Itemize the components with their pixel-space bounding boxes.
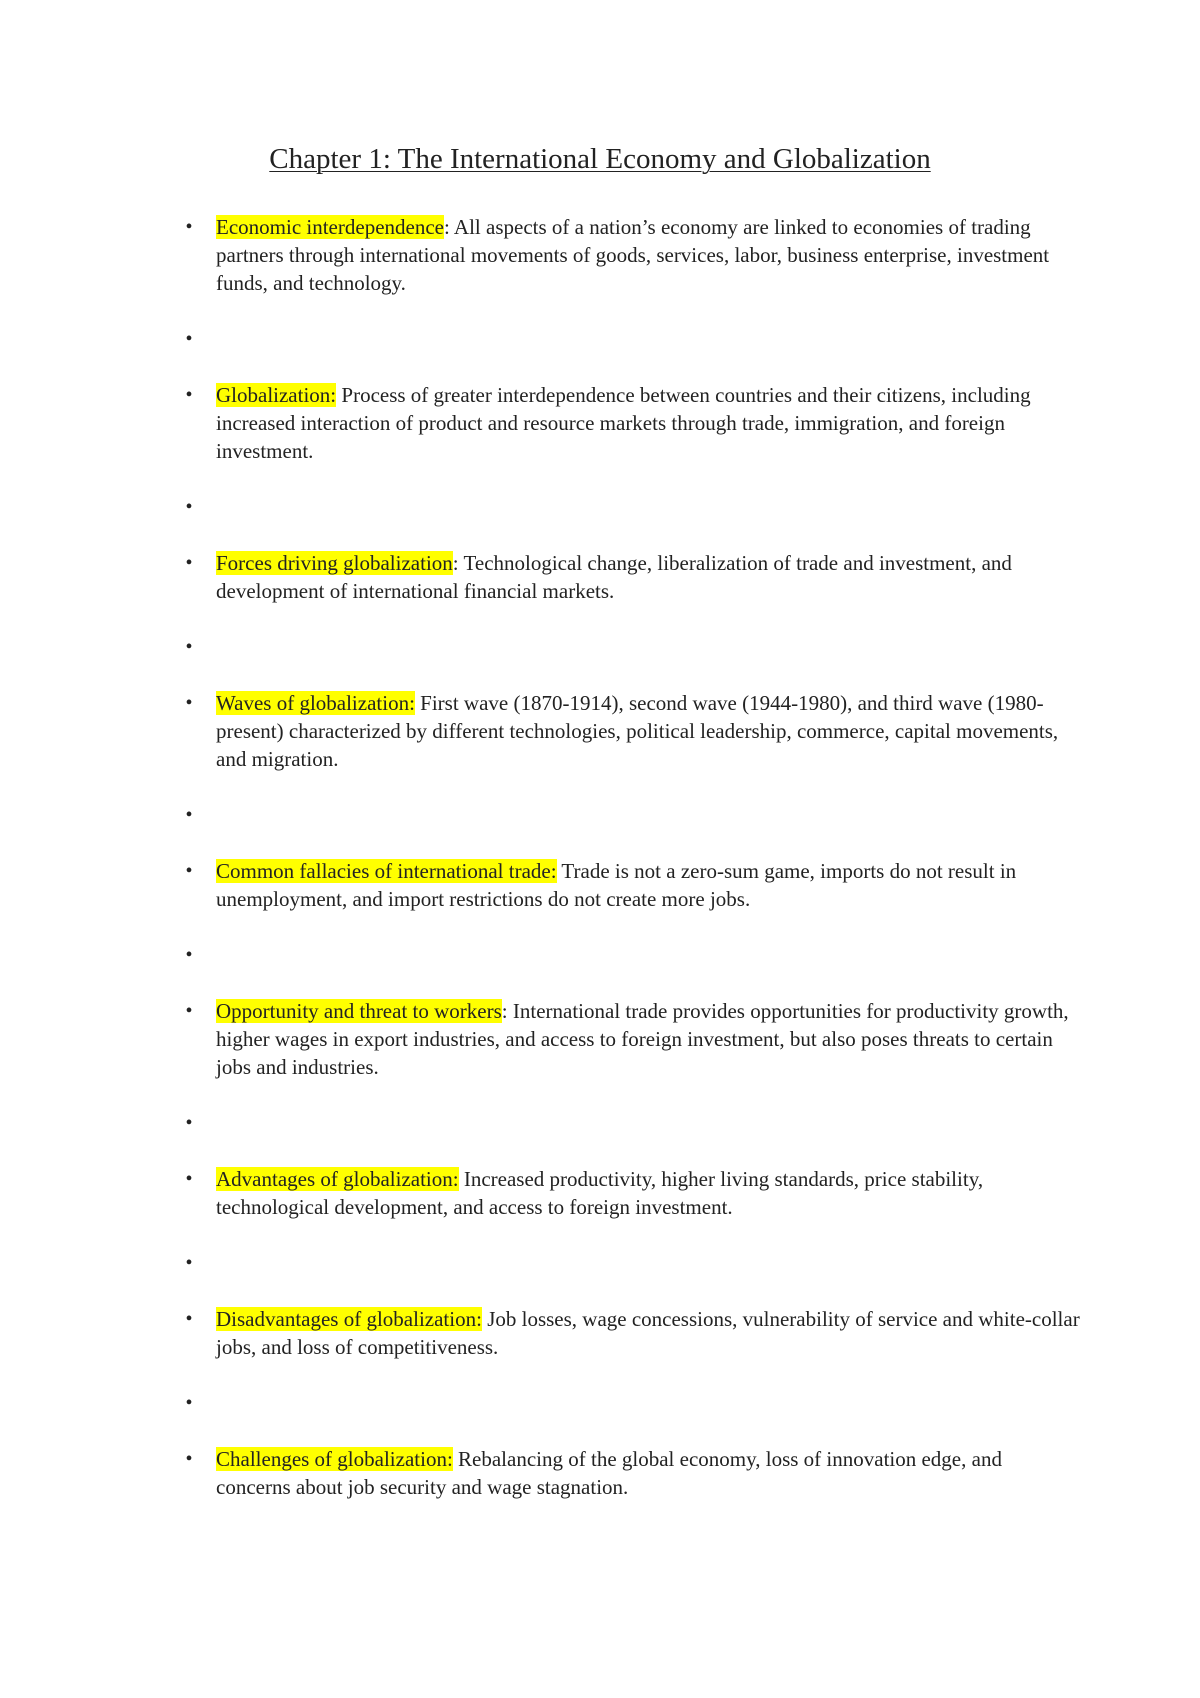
spacer (180, 1221, 1080, 1249)
empty-list-item (180, 1389, 1080, 1417)
highlighted-term: Waves of globalization: (216, 691, 415, 715)
highlighted-term: Economic interdependence (216, 215, 444, 239)
spacer (180, 1081, 1080, 1109)
bullet-glyph: • (185, 1112, 193, 1134)
spacer (180, 1277, 1080, 1305)
spacer (180, 465, 1080, 493)
empty-list-item (180, 325, 1080, 353)
bullet-glyph: • (185, 328, 193, 350)
highlighted-term: Common fallacies of international trade: (216, 859, 557, 883)
list-item (180, 857, 1080, 913)
spacer (180, 605, 1080, 633)
definition-text: International trade provides opportunities for productivity growth, higher wages in export industries, and access to foreign investment, but also poses threats to certain jobs and industries. (216, 999, 1069, 1079)
empty-list-item (180, 801, 1080, 829)
list-item (180, 1445, 1080, 1501)
bullet-glyph: • (185, 1308, 193, 1330)
list-item (180, 549, 1080, 605)
spacer (180, 969, 1080, 997)
bullet-glyph: • (185, 1392, 193, 1414)
bullet-list (180, 213, 1080, 1501)
bullet-glyph: • (185, 552, 193, 574)
spacer (180, 1417, 1080, 1445)
empty-list-item (180, 941, 1080, 969)
term-separator: : (501, 999, 508, 1023)
spacer (180, 913, 1080, 941)
list-item (180, 689, 1080, 773)
bullet-glyph: • (185, 860, 193, 882)
empty-list-item (180, 493, 1080, 521)
page-title (0, 140, 1200, 178)
bullet-glyph: • (185, 1168, 193, 1190)
spacer (180, 353, 1080, 381)
bullet-glyph: • (185, 384, 193, 406)
highlighted-term: Disadvantages of globalization: (216, 1307, 482, 1331)
definition-text: Technological change, liberalization of trade and investment, and development of international financial markets. (216, 551, 1012, 603)
bullet-glyph: • (185, 1448, 193, 1470)
bullet-glyph: • (185, 692, 193, 714)
page-title-text: Chapter 1: The International Economy and Globalization (269, 143, 931, 175)
highlighted-term: Opportunity and threat to workers (216, 999, 502, 1023)
definition-text: Process of greater interdependence between countries and their citizens, including increased interaction of product and resource markets through trade, immigration, and foreign investment. (216, 383, 1031, 463)
empty-list-item (180, 1249, 1080, 1277)
definition-text: Increased productivity, higher living standards, price stability, technological development, and access to foreign investment. (216, 1167, 984, 1219)
list-item (180, 997, 1080, 1081)
definition-text: All aspects of a nation’s economy are linked to economies of trading partners through international movements of goods, services, labor, business enterprise, investment funds, and technology. (216, 215, 1050, 295)
spacer (180, 773, 1080, 801)
bullet-glyph: • (185, 1000, 193, 1022)
list-item (180, 381, 1080, 465)
highlighted-term: Globalization: (216, 383, 337, 407)
definition-text: Job losses, wage concessions, vulnerability of service and white-collar jobs, and loss of competitiveness. (216, 1307, 1080, 1359)
spacer (180, 1137, 1080, 1165)
bullet-glyph: • (185, 496, 193, 518)
spacer (180, 661, 1080, 689)
empty-list-item (180, 633, 1080, 661)
list-item (180, 1165, 1080, 1221)
definition-text: First wave (1870-1914), second wave (1944-1980), and third wave (1980-present) characterized by different technologies, political leadership, commerce, capital movements, and migration. (216, 691, 1059, 771)
definition-text: Trade is not a zero-sum game, imports do not result in unemployment, and import restrictions do not create more jobs. (216, 859, 1017, 911)
spacer (180, 829, 1080, 857)
term-separator: : (443, 215, 450, 239)
term-separator: : (452, 551, 459, 575)
bullet-glyph: • (185, 636, 193, 658)
highlighted-term: Challenges of globalization: (216, 1447, 453, 1471)
spacer (180, 297, 1080, 325)
highlighted-term: Forces driving globalization (216, 551, 453, 575)
highlighted-term: Advantages of globalization: (216, 1167, 459, 1191)
empty-list-item (180, 1109, 1080, 1137)
spacer (180, 1361, 1080, 1389)
bullet-glyph: • (185, 944, 193, 966)
list-item (180, 213, 1080, 297)
bullet-glyph: • (185, 216, 193, 238)
definition-text: Rebalancing of the global economy, loss of innovation edge, and concerns about job security and wage stagnation. (216, 1447, 1002, 1499)
bullet-glyph: • (185, 1252, 193, 1274)
bullet-glyph: • (185, 804, 193, 826)
list-item (180, 1305, 1080, 1361)
spacer (180, 521, 1080, 549)
